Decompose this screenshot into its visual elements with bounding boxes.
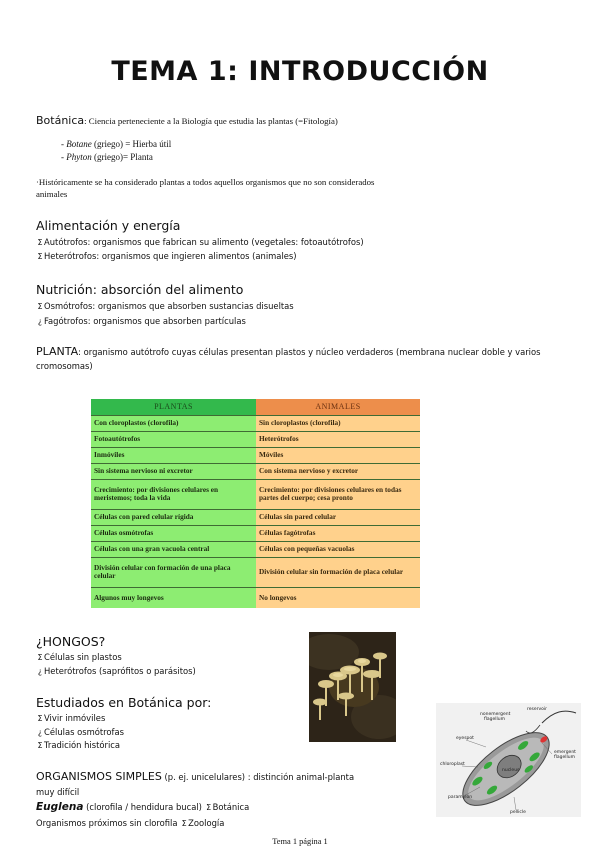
table-cell: Crecimiento: por divisiones celulares en meristemos; toda la vida <box>91 479 256 509</box>
euglena-illustration <box>436 703 581 817</box>
diagram-label: pellicle <box>510 810 526 815</box>
table-row <box>91 509 420 525</box>
etymology-word: Botane <box>66 139 92 149</box>
list-item: ¿ Fagótrofos: organismos que absorben partículas <box>37 316 246 326</box>
table-cell: Algunos muy longevos <box>91 587 256 608</box>
list-item: ΣVivir inmóviles <box>37 713 106 723</box>
diagram-label: flagellum <box>484 717 505 722</box>
table-cell: Heterótrofos <box>256 431 420 447</box>
hongos-list <box>36 651 196 678</box>
euglena-text: (clorofila / hendidura bucal) <box>83 802 205 812</box>
etymology-item: - Phyton (griego)= Planta <box>61 151 153 162</box>
diagram-label: paramylon <box>448 795 473 800</box>
table-cell: División celular con formación de una placa celular <box>91 557 256 587</box>
table-cell: Sin cloroplastos (clorofila) <box>256 415 420 431</box>
simples-section: ORGANISMOS SIMPLES (p. ej. unicelulares) : distinción animal-planta muy difícil Euglena (clorofila / hendidura bucal) ΣBotánica Organismos próximos sin clorofila ΣZoología <box>36 769 354 831</box>
euglena-name: Euglena <box>36 801 84 813</box>
estudiados-list <box>36 712 124 753</box>
botanica-term: Botánica <box>36 114 85 127</box>
euglena-result: Botánica <box>212 802 250 812</box>
list-item: ΣHeterótrofos: organismos que ingieren alimentos (animales) <box>37 250 297 261</box>
list-item: ΣOsmótrofos: organismos que absorben sustancias disueltas <box>37 301 294 311</box>
mushroom-image <box>309 632 396 742</box>
simples-subtitle: (p. ej. unicelulares) : distinción animal-planta <box>161 772 355 782</box>
etymology-list <box>61 138 171 163</box>
nutricion-heading: Nutrición: absorción del alimento <box>36 282 244 297</box>
list-item: ¿ Heterótrofos (saprófitos o parásitos) <box>37 665 196 676</box>
table-cell: Células fagótrofas <box>256 525 420 541</box>
comparison-table <box>91 399 420 608</box>
diagram-label: eyespot <box>456 736 474 741</box>
etymology-word: Phyton <box>66 151 92 162</box>
table-cell: No longevos <box>256 587 420 608</box>
table-row <box>91 415 420 431</box>
page-title: TEMA 1: INTRODUCCIÓN <box>111 56 489 87</box>
list-item: ΣCélulas sin plastos <box>37 652 122 662</box>
alimentacion-list <box>36 236 364 263</box>
historic-note <box>36 176 374 200</box>
table-cell: Células sin pared celular <box>256 509 420 525</box>
table-cell: Sin sistema nervioso ni excretor <box>91 463 256 479</box>
list-item: ΣAutótrofos: organismos que fabrican su alimento (vegetales: fotoautótrofos) <box>37 237 364 247</box>
estudiados-heading: Estudiados en Botánica por: <box>36 695 212 710</box>
table-cell: Células osmótrofas <box>91 525 256 541</box>
table-row <box>91 479 420 509</box>
historic-line: ·Históricamente se ha considerado plantas a todos aquellos organismos que no son considerados <box>36 177 375 187</box>
table-row <box>91 431 420 447</box>
botanica-definition <box>36 111 338 129</box>
etymology-item: - Botane (griego) = Hierba útil <box>61 139 172 149</box>
table-row <box>91 557 420 587</box>
simples-heading: ORGANISMOS SIMPLES <box>36 770 162 783</box>
diagram-label: reservoir <box>527 707 547 712</box>
diagram-label: nonemergent <box>480 712 511 717</box>
table-row <box>91 525 420 541</box>
table-cell: Con sistema nervioso y excretor <box>256 463 420 479</box>
hongos-heading: ¿HONGOS? <box>36 634 106 649</box>
header-plantas: PLANTAS <box>91 399 256 415</box>
header-animales: ANIMALES <box>256 399 420 415</box>
planta-line: cromosomas) <box>36 361 93 371</box>
list-item: ΣTradición histórica <box>37 740 121 750</box>
table-row <box>91 541 420 557</box>
page-footer: Tema 1 página 1 <box>272 837 328 846</box>
table-cell: Con cloroplastos (clorofila) <box>91 415 256 431</box>
diagram-label: nucleus <box>502 768 520 773</box>
botanica-def-text: : Ciencia perteneciente a la Biología que estudia las plantas (=Fitología) <box>84 116 338 126</box>
table-row <box>91 463 420 479</box>
diagram-label: flagellum <box>554 755 575 760</box>
table-row <box>91 447 420 463</box>
table-cell: Fotoautótrofos <box>91 431 256 447</box>
table-cell: Crecimiento: por divisiones celulares en todas partes del cuerpo; cesa pronto <box>256 479 420 509</box>
table-cell: Móviles <box>256 447 420 463</box>
simples-line: muy difícil <box>36 786 80 797</box>
nutricion-list <box>36 299 294 329</box>
planta-definition <box>36 344 541 373</box>
proximos-line: Organismos próximos sin clorofila ΣZoología <box>36 817 225 828</box>
table-cell: División celular sin formación de placa celular <box>256 557 420 587</box>
table-cell: Células con pared celular rígida <box>91 509 256 525</box>
euglena-diagram <box>436 703 581 817</box>
table-cell: Células con pequeñas vacuolas <box>256 541 420 557</box>
table-cell: Células con una gran vacuola central <box>91 541 256 557</box>
planta-term: PLANTA <box>36 345 79 358</box>
list-item: ¿ Células osmótrofas <box>37 726 124 737</box>
historic-line: animales <box>36 189 68 199</box>
table-header-row <box>91 399 420 415</box>
diagram-label: chloroplast <box>440 762 465 767</box>
table-row <box>91 587 420 608</box>
table-cell: Inmóviles <box>91 447 256 463</box>
planta-line: : organismo autótrofo cuyas células presentan plastos y núcleo verdaderos (membrana nuclear doble y varios <box>78 347 541 357</box>
mushroom-photo <box>309 632 396 742</box>
diagram-label: emergent <box>554 750 576 755</box>
alimentacion-heading: Alimentación y energía <box>36 218 181 233</box>
